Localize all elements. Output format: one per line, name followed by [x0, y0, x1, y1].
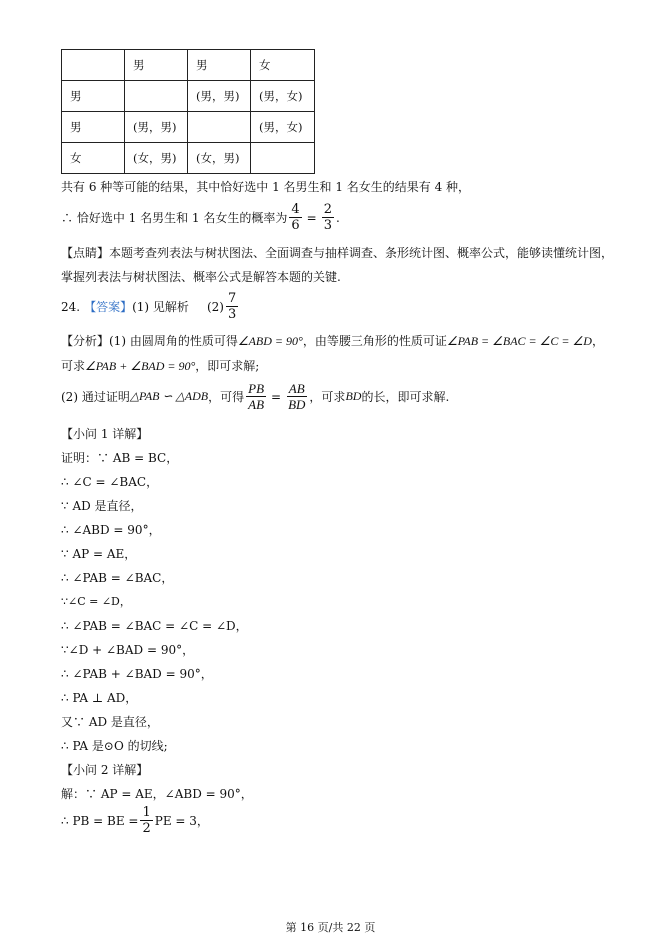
page-footer: 第 16 页/共 22 页: [285, 921, 376, 934]
analysis-text: ，: [591, 334, 604, 348]
analysis-line-2: [61, 357, 259, 374]
table-row: [62, 112, 315, 143]
fraction-7-3: [226, 291, 238, 322]
analysis-line-1: [61, 332, 604, 349]
table-header-row: [62, 50, 315, 81]
table-cell: [251, 143, 315, 174]
analysis-text: 的长，即可求解.: [361, 390, 450, 404]
fraction-denominator: 6: [291, 218, 300, 233]
math-expr: ∠PAB + ∠BAD = 90°: [85, 359, 196, 373]
answer-part-1: (1) 见解析: [132, 300, 189, 314]
analysis-text: 可求: [61, 359, 86, 373]
proof-line: ∴ PA 是⊙O 的切线;: [61, 739, 168, 753]
table-cell: 女: [62, 143, 125, 174]
total-outcomes-line: 共有 6 种等可能的结果，其中恰好选中 1 名男生和 1 名女生的结果有 4 种，: [61, 180, 471, 194]
analysis-line-3: [61, 381, 449, 412]
q24-answer-line: [61, 291, 240, 322]
question-number: 24.: [61, 299, 81, 314]
table-cell: 女: [251, 50, 315, 81]
outcome-table: [61, 49, 315, 174]
fraction-numerator: AB: [288, 381, 305, 396]
solution-line: 解：∵ AP = AE，∠ABD = 90°，: [61, 787, 253, 801]
table-row: [62, 143, 315, 174]
proof-line: ∴ ∠PAB = ∠BAC，: [61, 571, 174, 585]
proof-line: ∴ ∠ABD = 90°，: [61, 523, 161, 537]
table-cell: (女，男): [125, 143, 188, 174]
fraction-numerator: 1: [142, 805, 151, 820]
table-cell: 男: [62, 81, 125, 112]
analysis-text: ，即可求解;: [195, 359, 260, 373]
proof-line: ∵ AD 是直径，: [61, 499, 143, 513]
probability-text: ∴ 恰好选中 1 名男生和 1 名女生的概率为: [61, 211, 288, 225]
fraction-numerator: 2: [323, 202, 332, 217]
fraction-numerator: PB: [248, 381, 265, 396]
table-cell: [125, 81, 188, 112]
table-cell: (女，男): [188, 143, 251, 174]
table-cell: (男，男): [188, 81, 251, 112]
fraction-denominator: 2: [142, 821, 151, 836]
fraction-ab-bd: [286, 381, 307, 412]
proof-line: ∵∠D + ∠BAD = 90°，: [61, 643, 195, 657]
proof-line: ∵ AP = AE，: [61, 547, 137, 561]
comment-line-2: 掌握列表法与树状图法、概率公式是解答本题的关键.: [61, 270, 341, 284]
fraction-denominator: 3: [227, 307, 237, 322]
period: .: [335, 210, 340, 225]
table-cell: 男: [188, 50, 251, 81]
proof-line: ∴ PA ⊥ AD，: [61, 691, 138, 705]
proof-line: ∴ ∠PAB = ∠BAC = ∠C = ∠D，: [61, 619, 248, 633]
table-cell: (男，女): [251, 81, 315, 112]
table-row: [62, 81, 315, 112]
analysis-text: 【分析】(1) 由圆周角的性质可得: [61, 334, 238, 348]
fraction-pb-ab: [246, 381, 266, 412]
sub-question-1-title: 【小问 1 详解】: [61, 427, 149, 441]
fraction-denominator: AB: [248, 397, 265, 412]
math-expr: BD: [345, 389, 362, 403]
equals-sign: =: [306, 210, 317, 225]
proof-line: ∴ ∠C = ∠BAC，: [61, 475, 159, 489]
analysis-text: (2) 通过证明: [61, 390, 130, 404]
proof-line: 又∵ AD 是直径，: [61, 715, 159, 729]
proof-line: 证明：∵ AB = BC，: [61, 451, 179, 465]
fraction-denominator: 3: [323, 218, 332, 233]
comment-line-1: 【点睛】本题考查列表法与树状图法、全面调查与抽样调查、条形统计图、概率公式，能够读懂统计图，: [61, 246, 614, 260]
solution-line-2: [61, 805, 209, 836]
table-cell: 男: [62, 112, 125, 143]
answer-part-2: (2): [206, 299, 224, 314]
table-cell: 男: [125, 50, 188, 81]
proof-line: ∴ ∠PAB + ∠BAD = 90°，: [61, 667, 213, 681]
math-expr: △PAB ∽ △ADB: [129, 389, 209, 403]
equals-sign: =: [271, 389, 282, 404]
math-expr: PE = 3，: [154, 814, 209, 828]
fraction-denominator: BD: [288, 397, 306, 412]
table-cell: (男，女): [251, 112, 315, 143]
analysis-text: ，可得: [208, 390, 245, 404]
math-expr: ∴ PB = BE =: [61, 813, 139, 828]
table-cell: (男，男): [125, 112, 188, 143]
probability-line: [61, 202, 340, 233]
math-expr: ∠PAB = ∠BAC = ∠C = ∠D: [446, 334, 592, 348]
table-cell: [62, 50, 125, 81]
fraction-numerator: 7: [227, 291, 237, 306]
fraction-2-3: [322, 202, 334, 233]
analysis-text: ，可求: [309, 390, 346, 404]
fraction-1-2: [140, 805, 152, 836]
sub-question-2-title: 【小问 2 详解】: [61, 763, 149, 777]
fraction-numerator: 4: [291, 202, 300, 217]
answer-tag: 【答案】: [84, 300, 133, 314]
analysis-text: ，由等腰三角形的性质可证: [302, 334, 447, 348]
fraction-4-6: [289, 202, 301, 233]
math-expr: ∠ABD = 90°: [237, 334, 303, 348]
proof-line: ∵∠C = ∠D，: [61, 595, 131, 608]
table-cell: [188, 112, 251, 143]
